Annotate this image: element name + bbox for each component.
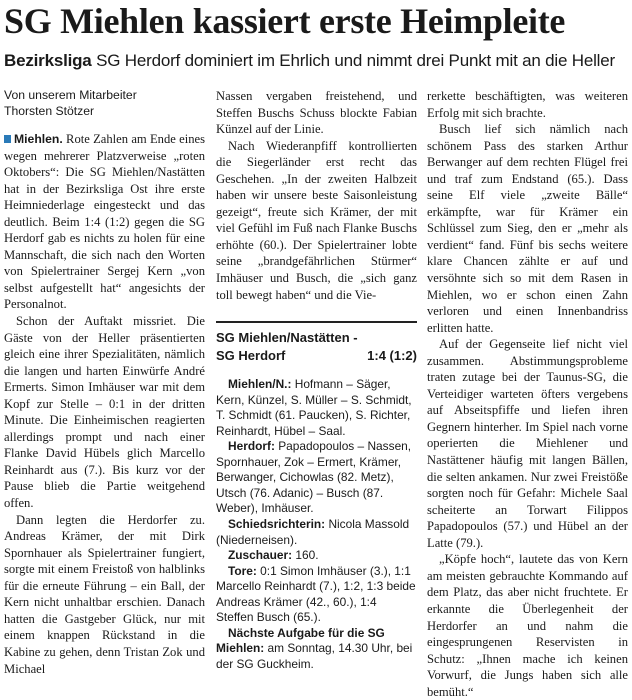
lineup-away <box>216 439 417 517</box>
article-column-3 <box>427 88 628 700</box>
subheadline <box>4 50 632 72</box>
paragraph: Schon der Auftakt missriet. Die Gäste von der Heller präsentierten gleich eine ihrer Spezialitäten, nämlich die langen und harten Einwürfe André Ermerts. Simon Imhäuser war mit dem Kopf zur Stelle – 0:1 in der dritten Minute. Die Einheimischen reagierten allerdings prompt und nach einer Flanke David Hübels glich Marcello Reinhardt aus (7.). Bis kurz vor der Pause blieb die Partie weitgehend offen. <box>4 314 205 511</box>
byline <box>4 88 205 119</box>
lineup-away-text: Papadopoulos – Nassen, Spornhauer, Zok – Ermert, Krämer, Berwanger, Cichowlas (82. Metz), Utsch (76. Adanic) – Busch (87. Weber), Imhäuser. <box>216 439 412 516</box>
paragraph: Nach Wiederanpfiff kontrollierten die Siegerländer erst recht das Geschehen. „In der zweiten Halbzeit haben wir unsere beste Saisonleistung gezeigt“, freute sich Krämer, der mit viel Gefühl im Fuß nach Flanke Buschs erhöhte (60.). Der Spielertrainer lobte seine „brandgefährlichen Stürmer“ Imhäuser und Busch, die „sich ganz toll bewegt haben“ und die Vie- <box>216 138 417 302</box>
next-match-label: Nächste Aufgabe für die SG Miehlen: <box>216 625 385 656</box>
paragraph: Auf der Gegenseite lief nicht viel zusammen. Abstimmungsprobleme traten zutage bei der Taunus-SG, die Verteidiger warteten öfters vergebens auf Abseitspfiffe und liefen ihren Gegnern hinterher. Im Spiel nach vorne operierten die Miehlener und Nastättener häufig mit langen Bällen, die selten ankamen. Nur zwei Freistöße sorgten noch für Gefahr: Michele Saal scheiterte an Torwart Filippos Papadopoulos (57.) und Hübel an der Latte (79.). <box>427 337 628 550</box>
match-title-line2 <box>216 347 417 365</box>
referee-text: Nicola Massold (Niederneisen). <box>216 517 410 547</box>
lineup-home-label: Miehlen/N.: <box>228 377 292 392</box>
next-match <box>216 626 417 673</box>
spectators-label: Zuschauer: <box>228 548 293 563</box>
paragraph: Nassen vergaben freistehend, und Steffen Buschs Schuss blockte Fabian Künzel auf der Linie. <box>216 89 417 137</box>
lead-paragraph <box>4 131 205 313</box>
subheadline-text: SG Herdorf dominiert im Ehrlich und nimmt drei Punkt mit an die Heller <box>96 51 615 70</box>
away-team: SG Herdorf <box>216 348 286 364</box>
spectators <box>216 548 417 564</box>
lead-text: Rote Zahlen am Ende eines wegen mehrerer Platzverweise „roten Oktobers“: Die SG Miehlen/Nastätten hat in der Bezirksliga Ost ihre erste Heimniederlage eingesteckt und das deutlich. Beim 1:4 (1:2) gegen die SG Herdorf gab es nichts zu holen für eine Mannschaft, die sich nach den Worten von Spielertrainer Sergej Kern „von selbst aufgestellt hat“ angesichts der Personalnot. <box>4 132 206 312</box>
spectators-text: 160. <box>295 548 319 563</box>
referee-label: Schiedsrichterin: <box>228 517 326 532</box>
square-icon <box>4 135 11 143</box>
byline-line1: Von unserem Mitarbeiter <box>4 88 137 102</box>
match-info-box <box>216 321 417 672</box>
referee <box>216 517 417 548</box>
final-score: 1:4 (1:2) <box>367 348 417 364</box>
kicker: Bezirksliga <box>4 51 92 70</box>
article-column-1 <box>4 88 205 677</box>
lineup-home-text: Hofmann – Säger, Kern, Künzel, S. Müller – S. Schmidt, T. Schmidt (61. Paucken), S. Richter, Reinhardt, Hübel – Saal. <box>216 377 412 438</box>
paragraph: „Köpfe hoch“, lautete das von Kern am meisten gebrauchte Kommando auf dem Platz, das aber nicht fruchtete. Er erkannte die Überlegenheit der Herdorfer an und nahm die eingesprungenen Reservisten in Schutz: „Ihnen mache ich keinen Vorwurf, die Jungs haben sich alle bemüht.“ <box>427 552 628 699</box>
dateline: Miehlen. <box>14 132 63 146</box>
match-title-line1 <box>216 329 417 347</box>
goals-label: Tore: <box>228 563 257 578</box>
next-match-text: am Sonntag, 14.30 Uhr, bei der SG Guckheim. <box>216 641 413 671</box>
paragraph: Busch lief sich nämlich nach schönem Pass des starken Arthur Berwanger auf dem rechten Flügel frei und traf zum Endstand (65.). Dass seine Elf viele „zweite Bälle“ erkämpfte, war für Krämer ein Schlüssel zum Sieg, den er „mehr als verdient“ fand. Fünf bis sechs weitere klare Chancen zählte er auf und versöhnte sich so mit dem Rasen in Miehlen, wo er schon einen Zahn verloren und einen Innenbandriss erlitten hatte. <box>427 122 628 335</box>
goals <box>216 564 417 626</box>
lineup-away-label: Herdorf: <box>228 439 275 454</box>
paragraph: Dann legten die Herdorfer zu. Andreas Krämer, der mit Dirk Spornhauer als Spielertrainer fungiert, sorgte mit einem Freistoß von halblinks für die erneute Führung – ein Ball, der Kern nicht unhaltbar erschien. Danach hatten die Gastgeber Glück, nur mit einem knappen Rückstand in die Kabine zu gehen, denn Tristan Zok und Michael <box>4 512 205 676</box>
byline-author: Thorsten Stötzer <box>4 103 95 118</box>
article-column-2 <box>216 88 417 673</box>
home-team: SG Miehlen/Nastätten - <box>216 330 358 346</box>
lineup-home <box>216 377 417 439</box>
paragraph: rerkette beschäftigten, was weiteren Erfolg mit sich brachte. <box>427 89 628 120</box>
goals-text: 0:1 Simon Imhäuser (3.), 1:1 Marcello Reinhardt (7.), 1:2, 1:3 beide Andreas Krämer (42., 60.), 1:4 Steffen Busch (65.). <box>216 563 416 625</box>
headline: SG Miehlen kassiert erste Heimpleite <box>4 1 566 41</box>
